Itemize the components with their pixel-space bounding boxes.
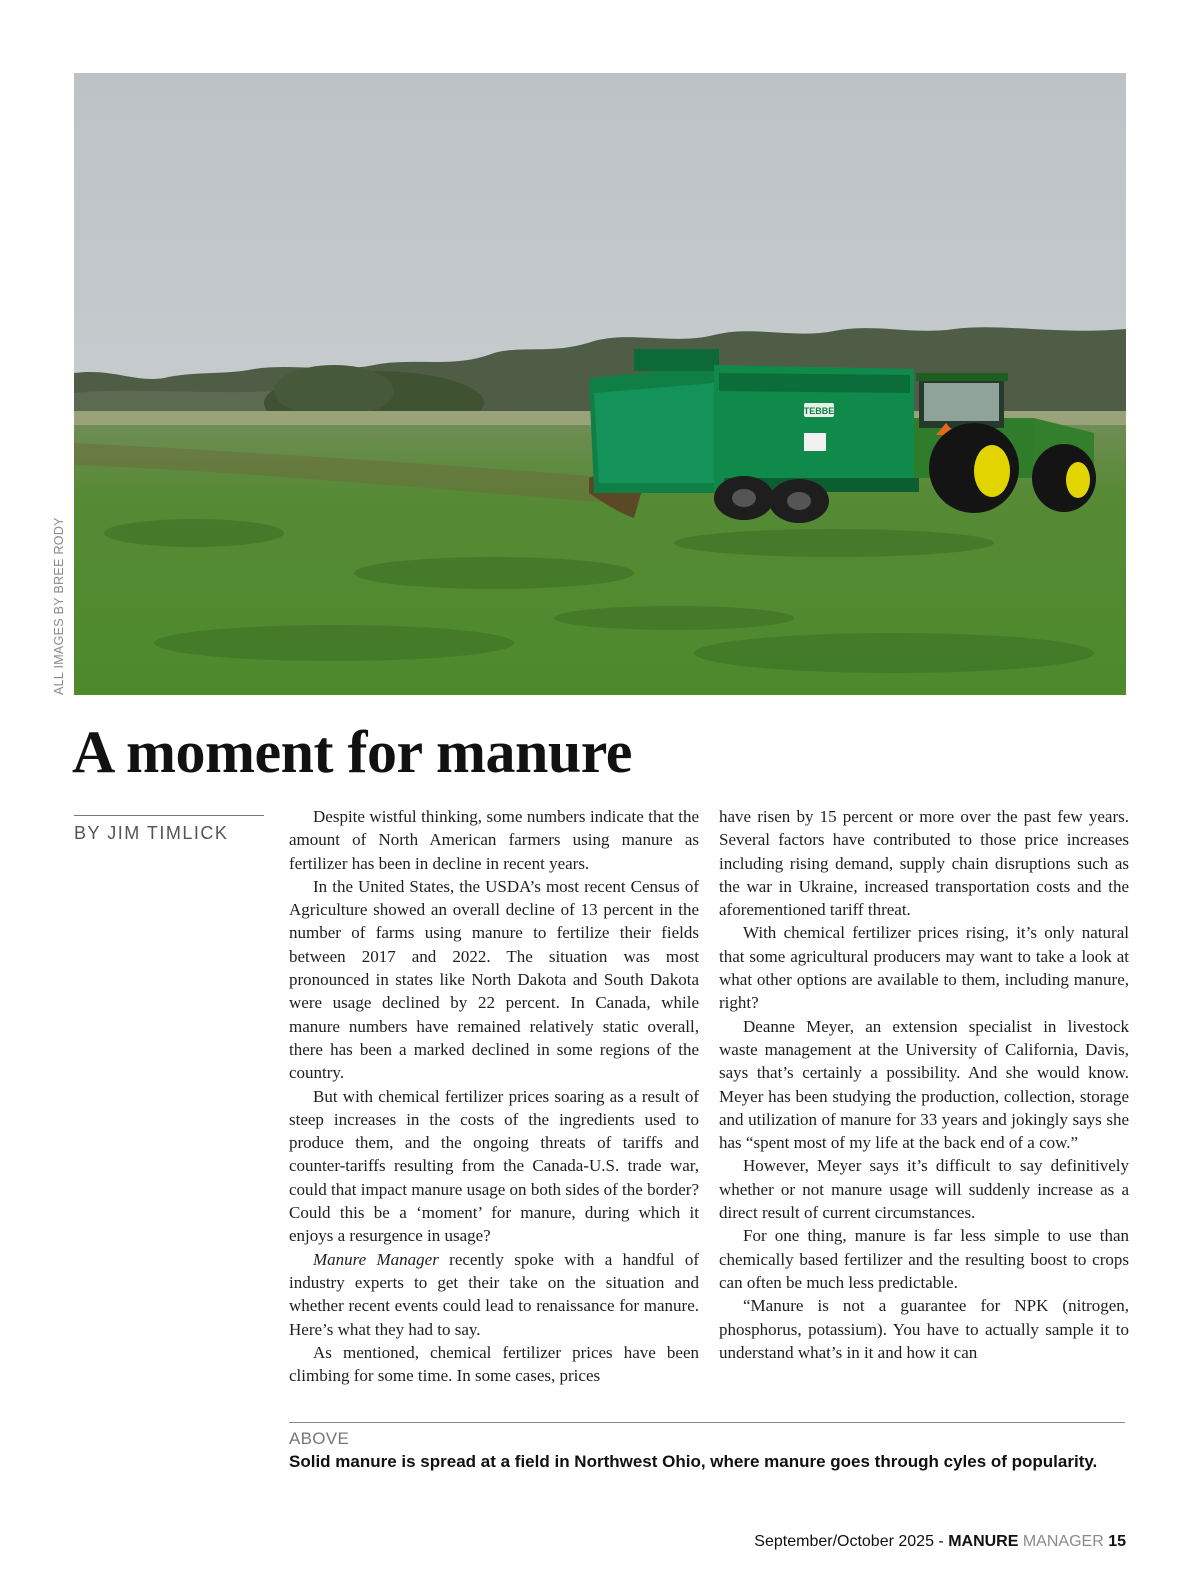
caption-label: ABOVE (289, 1429, 350, 1448)
photo-credit: ALL IMAGES BY BREE RODY (52, 517, 66, 695)
tree-clump-top (274, 365, 394, 417)
paragraph: However, Meyer says it’s difficult to say definitively whether or not manure usage will suddenly increase as a direct result of current circumstances. (719, 1156, 1129, 1223)
issue-date: September/October 2025 - (754, 1533, 949, 1550)
publication-name: Manure Manager (313, 1249, 439, 1269)
magazine-name-light: MANAGER (1018, 1533, 1104, 1550)
paragraph: have risen by 15 percent or more over the past few years. Several factors have contributed to those price increases including rising demand, supply chain disruptions such as the war in Ukraine, increased transportation costs and the aforementioned tariff threat. (719, 807, 1129, 920)
paragraph: In the United States, the USDA’s most recent Census of Agriculture showed an overall decline of 13 percent in the number of farms using manure to fertilize their fields between 2017 and 2022. The situation was most pronounced in states like North Dakota and South Dakota were usage declined by 22 percent. In Canada, while manure numbers have remained relatively static overall, there has been a marked declined in some regions of the country. (289, 876, 699, 1083)
paragraph-text: recently spoke with a handful of industry experts to get their take on the situation and whether recent events could lead to renaissance for manure. Here’s what they had to say. (289, 1249, 700, 1339)
body-column-1 (289, 805, 699, 1387)
paragraph: Despite wistful thinking, some numbers indicate that the amount of North American farmers using manure as fertilizer has been in decline in recent years. (289, 807, 699, 873)
body-column-2 (719, 805, 1129, 1364)
page-folio (754, 1533, 1126, 1551)
headline: A moment for manure (72, 719, 632, 785)
field-with-manure-spreader-illustration (74, 73, 1126, 695)
byline: BY JIM TIMLICK (74, 823, 229, 843)
manure-spreader (589, 349, 919, 493)
paragraph: As mentioned, chemical fertilizer prices have been climbing for some time. In some cases, prices (289, 1342, 699, 1386)
paragraph: For one thing, manure is far less simple to use than chemically based fertilizer and the resulting boost to crops can often be much less predictable. (719, 1226, 1129, 1292)
paragraph: “Manure is not a guarantee for NPK (nitrogen, phosphorus, potassium). You have to actually sample it to understand what’s in it and how it can (719, 1296, 1129, 1362)
hero-photo (74, 73, 1126, 695)
page-number: 15 (1103, 1533, 1126, 1550)
caption-text: Solid manure is spread at a field in Northwest Ohio, where manure goes through cyles of popularity. (289, 1452, 1098, 1471)
spreader-badge: TEBBE (803, 406, 835, 416)
caption-rule (289, 1422, 1125, 1423)
paragraph: But with chemical fertilizer prices soaring as a result of steep increases in the costs of the ingredients used to produce them, and the ongoing threats of tariffs and counter-tariffs resulting from the Canada-U.S. trade war, could that impact manure usage on both sides of the border? Could this be a ‘moment’ for manure, during which it enjoys a resurgence in usage? (289, 1086, 699, 1246)
paragraph: With chemical fertilizer prices rising, it’s only natural that some agricultural producers may want to take a look at what other options are available to them, including manure, right? (719, 923, 1129, 1013)
paragraph: Deanne Meyer, an extension specialist in livestock waste management at the University of California, Davis, says that’s certainly a possibility. And she would know. Meyer has been studying the production, collection, storage and utilization of manure for 33 years and jokingly says she has “spent most of my life at the back end of a cow.” (719, 1016, 1129, 1153)
magazine-name-bold: MANURE (948, 1533, 1019, 1550)
byline-rule (74, 815, 264, 816)
paragraph (289, 1248, 699, 1341)
